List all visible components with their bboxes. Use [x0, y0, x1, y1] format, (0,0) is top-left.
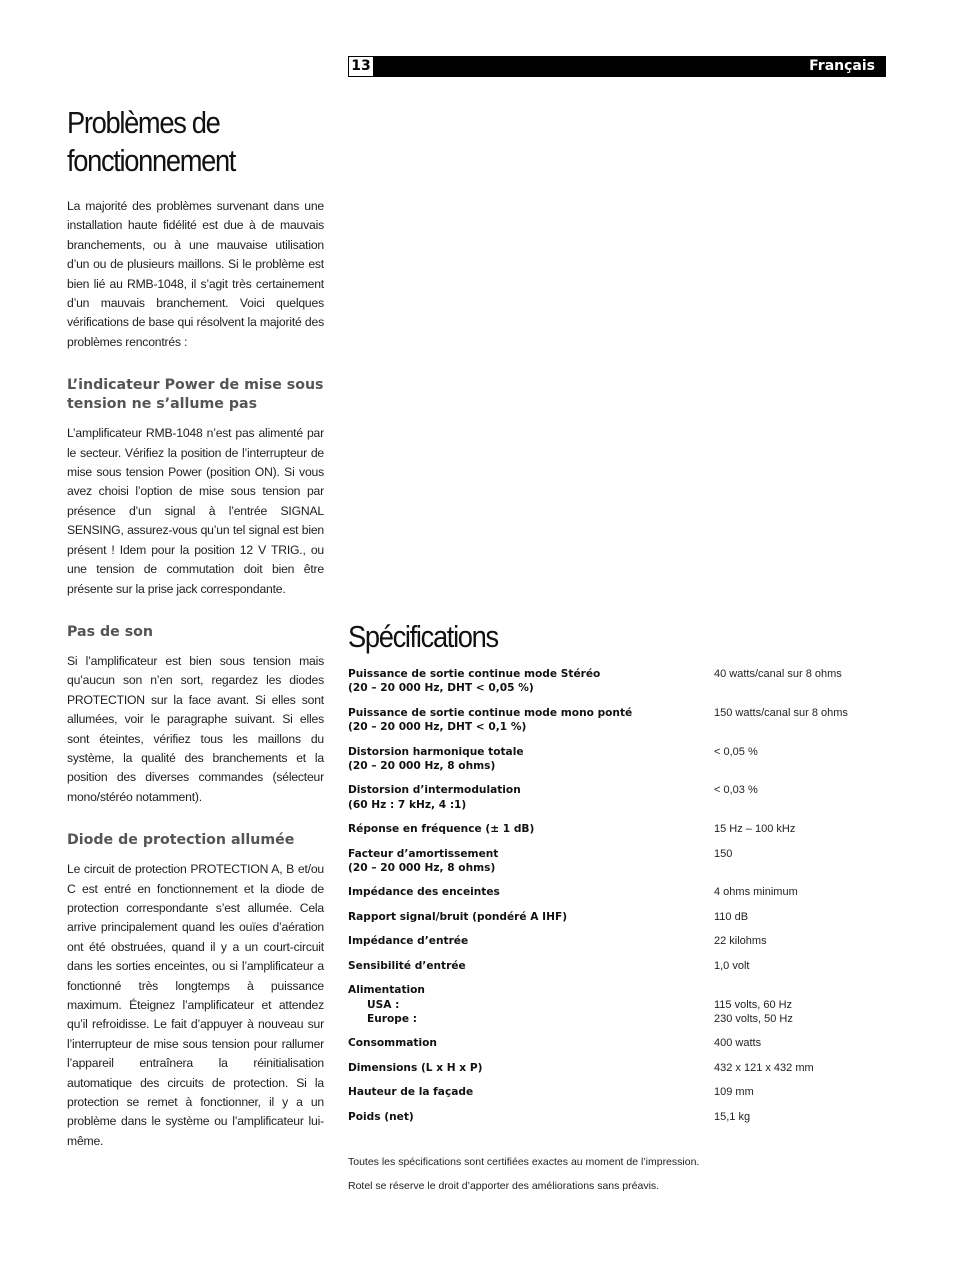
spec-value: 432 x 121 x 432 mm [714, 1061, 814, 1074]
spec-label-line: Puissance de sortie continue mode Stéréo [348, 668, 601, 680]
spec-value-line: 230 volts, 50 Hz [714, 1012, 793, 1025]
spec-row [348, 1036, 888, 1050]
spec-value-line [714, 983, 888, 997]
spec-row [348, 822, 888, 836]
spec-row [348, 1085, 888, 1099]
spec-value: 22 kilohms [714, 935, 767, 948]
spec-row [348, 910, 888, 924]
spec-value [714, 983, 888, 1026]
section-text-no-sound: Si l’amplificateur est bien sous tension mais qu’aucun son n’en sort, regardez les diodes PROTECTION sur la face avant. Si elles sont allumées, voir le paragraphe suivant. Si elles sont éteintes, vérifiez tous les maillons du système, la qualité des branchements et la position des diverses commandes (sélecteur mono/stéréo notamment). [67, 653, 324, 804]
troubleshooting-title-line2: fonctionnement [67, 143, 236, 178]
spec-row [348, 1110, 888, 1124]
spec-row [348, 783, 888, 812]
spec-value: < 0,03 % [714, 784, 758, 797]
spec-label: Rapport signal/bruit (pondéré A IHF) [348, 910, 568, 923]
spec-label: Dimensions (L x H x P) [348, 1061, 483, 1074]
spec-label-line: Facteur d’amortissement [348, 847, 499, 860]
spec-row [348, 745, 888, 774]
spec-footnote-improvements: Rotel se réserve le droit d’apporter des améliorations sans préavis. [348, 1180, 660, 1192]
spec-label: Consommation [348, 1037, 437, 1050]
page-number: 13 [348, 56, 374, 77]
spec-label-line: Puissance de sortie continue mode mono ponté [348, 706, 633, 719]
spec-label [348, 667, 714, 696]
spec-sublabel: USA : [367, 998, 400, 1011]
spec-label-line: Distorsion d’intermodulation [348, 784, 521, 797]
spec-row [348, 983, 888, 1026]
spec-label [348, 745, 714, 774]
spec-value: 4 ohms minimum [714, 886, 798, 899]
spec-value: 15 Hz – 100 kHz [714, 823, 796, 836]
spec-label [348, 847, 714, 876]
spec-label-line: (20 – 20 000 Hz, 8 ohms) [348, 862, 496, 875]
spec-label [348, 783, 714, 812]
section-text-protection-led: Le circuit de protection PROTECTION A, B et/ou C est entré en fonctionnement et la diode de protection correspondante s’est allumée. Cela arrive principalement quand les ouïes d’aération ont été obstruées, quand il y a un court-circuit dans les sorties enceintes, ou si l’amplificateur a fonctionné très longtemps à puissance maximum. Éteignez l’amplificateur et attendez qu’il refroidisse. Le fait d’appuyer à nouveau sur l’interrupteur de mise sous tension pour rallumer l’appareil entraînera la réinitialisation automatique des circuits de protection. Si la protection se remet à fonctionner, il y a un problème dans le système ou l’amplificateur lui-même. [67, 862, 324, 1148]
spec-label: Réponse en fréquence (± 1 dB) [348, 823, 535, 836]
language-label: Français [809, 58, 875, 74]
spec-label-line: Alimentation [348, 984, 425, 997]
spec-row [348, 847, 888, 876]
spec-value: 400 watts [714, 1037, 762, 1050]
spec-value: 150 [714, 847, 733, 860]
spec-label-line: (20 – 20 000 Hz, 8 ohms) [348, 760, 496, 773]
spec-label-line: Distorsion harmonique totale [348, 745, 524, 758]
spec-value: 40 watts/canal sur 8 ohms [714, 668, 842, 680]
spec-label-line: (20 – 20 000 Hz, DHT < 0,05 %) [348, 682, 534, 695]
spec-label: Impédance des enceintes [348, 886, 500, 899]
section-heading-power-indicator: L’indicateur Power de mise sous tension ne s’allume pas [67, 377, 324, 413]
spec-label-line: (20 – 20 000 Hz, DHT < 0,1 %) [348, 721, 527, 734]
spec-label [348, 706, 714, 735]
troubleshooting-column [67, 104, 324, 1151]
troubleshooting-title-line1: Problèmes de [67, 105, 220, 140]
spec-row [348, 706, 888, 735]
spec-row [348, 934, 888, 948]
spec-row [348, 1061, 888, 1075]
spec-value: 15,1 kg [714, 1110, 751, 1123]
spec-label: Impédance d’entrée [348, 935, 469, 948]
spec-value: < 0,05 % [714, 745, 758, 758]
spec-value-line: 115 volts, 60 Hz [714, 998, 793, 1011]
section-heading-protection-led: Diode de protection allumée [67, 832, 295, 849]
spec-row [348, 959, 888, 973]
troubleshooting-title [67, 104, 293, 180]
spec-label: Hauteur de la façade [348, 1086, 474, 1099]
spec-label-line: (60 Hz : 7 kHz, 4 :1) [348, 798, 467, 811]
specifications-title: Spécifications [348, 619, 498, 654]
page-header-bar [348, 56, 886, 77]
spec-row [348, 885, 888, 899]
spec-value: 150 watts/canal sur 8 ohms [714, 706, 848, 719]
specifications-table [348, 667, 888, 1134]
spec-value: 109 mm [714, 1086, 754, 1099]
spec-value: 110 dB [714, 910, 749, 923]
spec-label: Sensibilité d’entrée [348, 959, 466, 972]
spec-label: Poids (net) [348, 1110, 414, 1123]
spec-value: 1,0 volt [714, 959, 750, 972]
section-text-power-indicator: L’amplificateur RMB-1048 n’est pas alimenté par le secteur. Vérifiez la position de l’interrupteur de mise sous tension Power (position ON). Si vous avez choisi l’option de mise sous tension par présence d’un signal à l’entrée SIGNAL SENSING, assurez-vous qu’un tel signal est bien présent ! Idem pour la position 12 V TRIG., ou une tension de commutation doit bien être présente sur la prise jack correspondante. [67, 426, 324, 596]
spec-sublabel: Europe : [367, 1012, 417, 1025]
spec-row [348, 667, 888, 696]
section-heading-no-sound: Pas de son [67, 623, 153, 640]
spec-label [348, 983, 714, 1026]
spec-footnote-accuracy: Toutes les spécifications sont certifiées exactes au moment de l’impression. [348, 1156, 700, 1168]
troubleshooting-intro: La majorité des problèmes survenant dans une installation haute fidélité est due à de mauvais branchements, ou à une mauvaise utilisation d’un ou de plusieurs maillons. Si le problème est bien lié au RMB-1048, il s’agit très certainement d’un mauvais branchement. Voici quelques vérifications de base qui résolvent la majorité des problèmes rencontrés : [67, 199, 324, 349]
